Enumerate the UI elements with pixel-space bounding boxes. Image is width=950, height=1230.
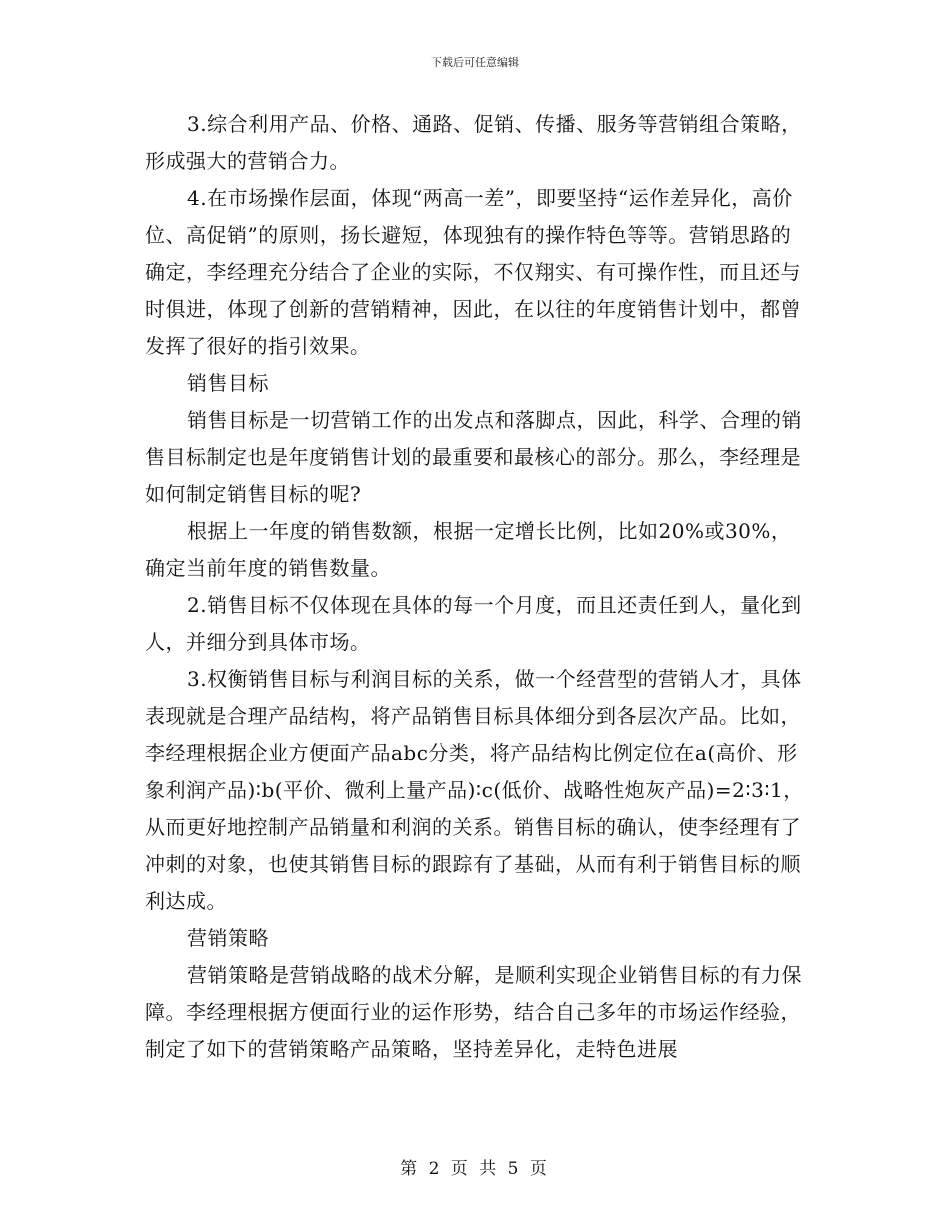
document-body: [145, 106, 810, 1068]
paragraph-sales-target-intro: 销售目标是一切营销工作的出发点和落脚点，因此，科学、合理的销售目标制定也是年度销售计划的最重要和最核心的部分。那么，李经理是如何制定销售目标的呢?: [145, 408, 802, 506]
paragraph-marketing-strategy: 营销策略是营销战略的战术分解，是顺利实现企业销售目标的有力保障。李经理根据方便面行业的运作形势，结合自己多年的市场运作经验，制定了如下的营销策略产品策略，坚持差异化，走特色进展: [145, 963, 802, 1061]
section-heading-sales-target: 销售目标: [187, 371, 269, 395]
paragraph-strategy-3: 3.综合利用产品、价格、通路、促销、传播、服务等营销组合策略，形成强大的营销合力。: [145, 112, 802, 173]
paragraph-sales-target-2: 2.销售目标不仅体现在具体的每一个月度，而且还责任到人，量化到人，并细分到具体市场。: [145, 593, 802, 654]
page-header: 下载后可任意编辑: [431, 56, 519, 69]
paragraph-sales-target-1: 根据上一年度的销售数额，根据一定增长比例，比如20%或30%，确定当前年度的销售数量。: [145, 519, 792, 580]
paragraph-sales-target-3: 3.权衡销售目标与利润目标的关系，做一个经营型的营销人才，具体表现就是合理产品结构，将产品销售目标具体细分到各层次产品。比如，李经理根据企业方便面产品abc分类，将产品结构比例定位在a(高价、形象利润产品)∶b(平价、微利上量产品)∶c(低价、战略性炮灰产品)=2∶3∶1，从而更好地控制产品销量和利润的关系。销售目标的确认，使李经理有了冲刺的对象，也使其销售目标的跟踪有了基础，从而有利于销售目标的顺利达成。: [145, 667, 804, 913]
section-heading-marketing-strategy: 营销策略: [187, 926, 269, 950]
page-footer: 第 2 页 共 5 页: [400, 1159, 550, 1179]
paragraph-strategy-4: 4.在市场操作层面，体现“两高一差”，即要坚持“运作差异化，高价位、高促销”的原则，扬长避短，体现独有的操作特色等等。营销思路的确定，李经理充分结合了企业的实际，不仅翔实、有可操作性，而且还与时俱进，体现了创新的营销精神，因此，在以往的年度销售计划中，都曾发挥了很好的指引效果。: [145, 186, 801, 358]
